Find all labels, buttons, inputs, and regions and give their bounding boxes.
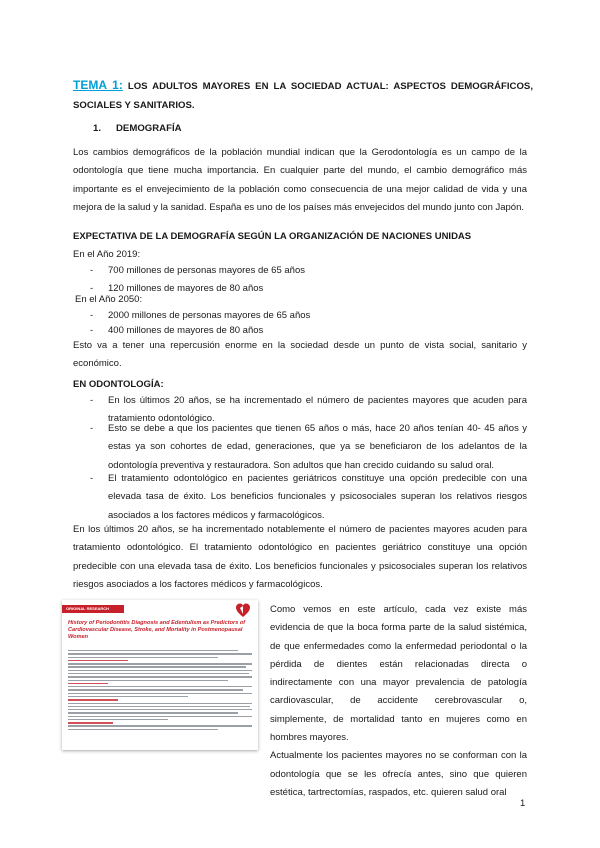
section-heading: [93, 123, 182, 134]
heart-association-logo-icon: [236, 603, 250, 618]
right-column-text: [270, 601, 527, 802]
list-item: - En los últimos 20 años, se ha incrementado el número de pacientes mayores que acuden para tratamiento odontológico.: [90, 395, 527, 425]
odontologia-heading: EN ODONTOLOGÍA:: [73, 379, 164, 390]
summary-paragraph: En los últimos 20 años, se ha incrementado notablemente el número de pacientes mayores acuden para tratamiento odontológico. El tratamiento odontológico en pacientes geriátrico constituye una opción predecible con una elevada tasa de éxito. Los beneficios funcionales y psicosociales superan los relativos riesgos asociados a los factores médicos y farmacológicos.: [73, 524, 527, 590]
list-item: - 2000 millones de personas mayores de 65 años: [90, 310, 311, 321]
page-number: 1: [520, 798, 526, 809]
list-item: - El tratamiento odontológico en pacientes geriátricos constituye una opción predecible con una elevada tasa de éxito. Los beneficios funcionales y psicosociales superan los relativos riesgos asociados a los factores médicos y farmacológicos.: [90, 473, 527, 521]
title-text: LOS ADULTOS MAYORES EN LA SOCIEDAD ACTUAL: ASPECTOS DEMOGRÁFICOS, SOCIALES Y SANITARIOS.: [73, 81, 533, 111]
intro-paragraph: Los cambios demográficos de la población mundial indican que la Gerodontología es un campo de la odontología que tiene mucha importancia. En cualquier parte del mundo, el cambio demográfico más importante es el envejecimiento de la población como consecuencia de una mejor calidad de vida y una mejora de la salud y la sanidad. España es uno de los países más envejecidos del mundo junto con Japón.: [73, 147, 527, 213]
right-paragraph-2: Actualmente los pacientes mayores no se conforman con la odontología que se les ofrecía antes, sino que quieren estética, tartrectomías, raspados, etc. quieren salud oral: [270, 750, 527, 798]
article-thumbnail: [62, 600, 258, 750]
year-2019-label: En el Año 2019:: [73, 249, 141, 260]
article-body-text: [68, 650, 252, 732]
year-2050-label: En el Año 2050:: [75, 294, 143, 305]
section-number: 1.: [93, 123, 102, 134]
article-tag: ORIGINAL RESEARCH: [62, 605, 124, 613]
section-heading-text: DEMOGRAFÍA: [116, 123, 182, 134]
document-title: [73, 76, 533, 115]
tema-label: TEMA 1:: [73, 78, 123, 92]
list-item: - 700 millones de personas mayores de 65 años: [90, 265, 305, 276]
repercussion-paragraph: Esto va a tener una repercusión enorme en la sociedad desde un punto de vista social, sanitario y económico.: [73, 340, 527, 370]
expectativa-heading: EXPECTATIVA DE LA DEMOGRAFÍA SEGÚN LA ORGANIZACIÓN DE NACIONES UNIDAS: [73, 231, 472, 242]
right-paragraph-1: Como vemos en este artículo, cada vez existe más evidencia de que la boca forma parte de la salud sistémica, de que enfermedades como la enfermedad periodontal o la pérdida de dientes están relacionadas directa o indirectamente con una mayor prevalencia de patología cardiovascular, de accidente cerebrovascular o, simplemente, de mortalidad tanto en mujeres como en hombres mayores.: [270, 604, 527, 744]
list-item: - 400 millones de mayores de 80 años: [90, 325, 264, 336]
list-item: - 120 millones de mayores de 80 años: [90, 283, 264, 294]
article-title: History of Periodontitis Diagnosis and Edentulism as Predictors of Cardiovascular Disease, Stroke, and Mortality in Postmenopausal Women: [68, 620, 246, 640]
list-item: - Esto se debe a que los pacientes que tienen 65 años o más, hace 20 años tenían 40- 45 años y estas ya son cohortes de edad, generaciones, que ya se beneficiaron de los adelantos de la odontología preventiva y restauradora. Son adultos que han crecido cuidando su salud oral.: [90, 423, 527, 471]
